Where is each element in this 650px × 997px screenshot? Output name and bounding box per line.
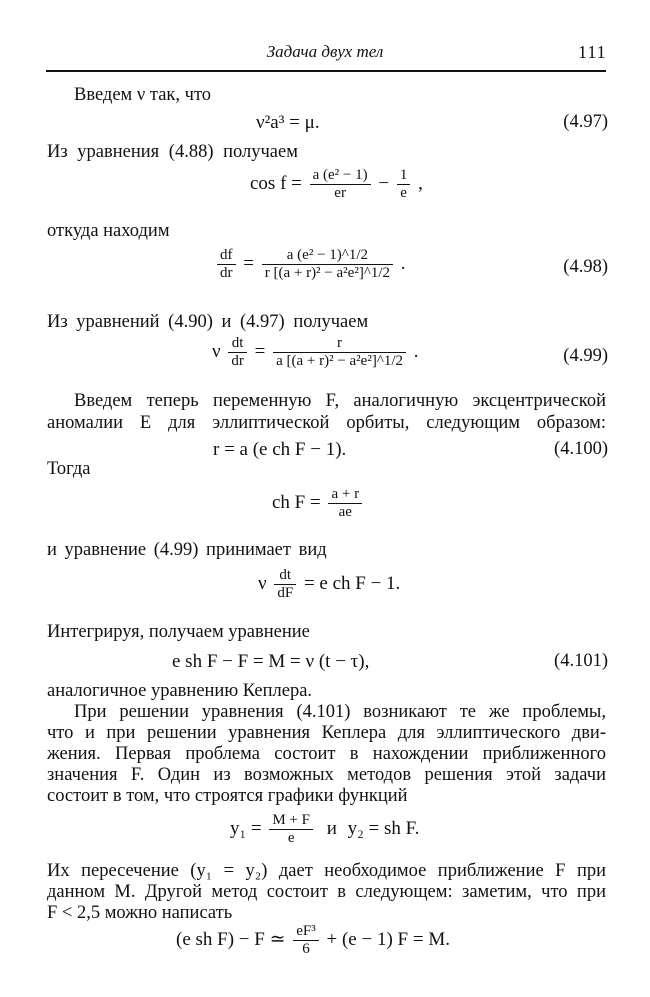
denominator: e bbox=[397, 184, 411, 202]
equation-4-98 bbox=[214, 247, 406, 283]
fraction bbox=[217, 247, 236, 283]
text-line: жения. Первая проблема состоит в нахождении приближенного bbox=[47, 744, 606, 764]
fraction bbox=[262, 247, 393, 283]
fraction bbox=[228, 335, 247, 371]
denominator: ae bbox=[328, 503, 362, 521]
text-line: данном M. Другой метод состоит в следующем: заметим, что при bbox=[47, 882, 606, 902]
eq-part: , bbox=[418, 173, 423, 195]
eq-part: ν bbox=[212, 341, 221, 363]
eq-part: = e ch F − 1. bbox=[303, 573, 401, 595]
text-line: Из уравнения (4.88) получаем bbox=[47, 142, 298, 162]
eq-part: − bbox=[378, 173, 390, 195]
text-line: F < 2,5 можно написать bbox=[47, 903, 233, 923]
text-line: Их пересечение (y₁ = y₂) дает необходимое приближение F при bbox=[47, 861, 606, 881]
fraction bbox=[397, 167, 411, 203]
text-line: Из уравнений (4.90) и (4.97) получаем bbox=[47, 312, 369, 332]
denominator: 6 bbox=[293, 940, 319, 958]
numerator: a + r bbox=[331, 486, 360, 502]
numerator: a (e² − 1) bbox=[312, 167, 368, 183]
fraction bbox=[274, 567, 296, 603]
denominator: er bbox=[310, 184, 371, 202]
eq-part: cos f = bbox=[250, 173, 302, 195]
text-line: Тогда bbox=[47, 459, 91, 479]
fraction bbox=[269, 812, 313, 848]
eq-part: . bbox=[413, 341, 419, 363]
denominator: dr bbox=[228, 352, 247, 370]
text-line: значения F. Один из возможных методов решения этой задачи bbox=[47, 765, 606, 785]
equation-y1-y2 bbox=[230, 812, 419, 848]
eq-part: (e sh F) − F ≃ bbox=[176, 929, 286, 951]
equation-ch-f bbox=[272, 486, 365, 522]
equation-nu-dt-df bbox=[258, 567, 400, 603]
eq-part: ch F = bbox=[272, 492, 321, 514]
text-line: откуда находим bbox=[47, 221, 170, 241]
eq-part: . bbox=[400, 253, 406, 275]
equation-4-97: ν²a³ = μ. bbox=[256, 112, 320, 133]
denominator: dF bbox=[274, 584, 296, 602]
page-number: 111 bbox=[578, 42, 607, 62]
denominator: a [(a + r)² − a²e²]^1/2 bbox=[273, 352, 406, 370]
equation-4-101: e sh F − F = M = ν (t − τ), bbox=[172, 651, 370, 672]
numerator: df bbox=[220, 247, 233, 263]
numerator: a (e² − 1)^1/2 bbox=[286, 247, 368, 263]
denominator: r [(a + r)² − a²e²]^1/2 bbox=[262, 264, 393, 282]
numerator: 1 bbox=[399, 167, 408, 183]
fraction bbox=[293, 923, 319, 959]
text-line: аналогичное уравнению Кеплера. bbox=[47, 681, 313, 701]
numerator: dt bbox=[231, 335, 244, 351]
fraction bbox=[310, 167, 371, 203]
running-title: Задача двух тел bbox=[266, 42, 384, 61]
equation-4-99 bbox=[212, 335, 419, 371]
text-line: что и при решении уравнения Кеплера для эллиптического дви- bbox=[47, 723, 606, 743]
text-line: Интегрируя, получаем уравнение bbox=[47, 622, 310, 642]
numerator: eF³ bbox=[296, 923, 316, 939]
eq-part: и bbox=[326, 818, 337, 840]
equation-approx bbox=[176, 923, 450, 959]
text-line: Введем ν так, что bbox=[74, 85, 212, 105]
equation-4-100: r = a (e ch F − 1). bbox=[213, 439, 347, 460]
equation-number: (4.97) bbox=[563, 112, 608, 132]
text-line: Введем теперь переменную F, аналогичную эксцентрической bbox=[74, 391, 606, 411]
text-line: состоит в том, что строятся графики функций bbox=[47, 786, 408, 806]
equation-number: (4.98) bbox=[563, 257, 608, 277]
denominator: dr bbox=[217, 264, 236, 282]
eq-part: + (e − 1) F = M. bbox=[326, 929, 450, 951]
numerator: M + F bbox=[272, 812, 310, 828]
denominator: e bbox=[269, 829, 313, 847]
numerator: dt bbox=[279, 567, 292, 583]
numerator: r bbox=[337, 335, 343, 351]
eq-part: y₂ = sh F. bbox=[347, 818, 420, 840]
text-line: аномалии E для эллиптической орбиты, следующим образом: bbox=[47, 413, 606, 433]
eq-part: = bbox=[254, 341, 266, 363]
eq-part: ν bbox=[258, 573, 267, 595]
text-line: и уравнение (4.99) принимает вид bbox=[47, 540, 327, 560]
fraction bbox=[328, 486, 362, 522]
equation-number: (4.101) bbox=[554, 651, 608, 671]
fraction bbox=[273, 335, 406, 371]
header-rule bbox=[46, 70, 606, 72]
eq-part: y₁ = bbox=[230, 818, 262, 840]
text-line: При решении уравнения (4.101) возникают те же проблемы, bbox=[74, 702, 606, 722]
eq-part: = bbox=[243, 253, 254, 275]
equation-cos-f bbox=[250, 167, 423, 203]
equation-number: (4.99) bbox=[563, 346, 608, 366]
equation-number: (4.100) bbox=[554, 439, 608, 459]
